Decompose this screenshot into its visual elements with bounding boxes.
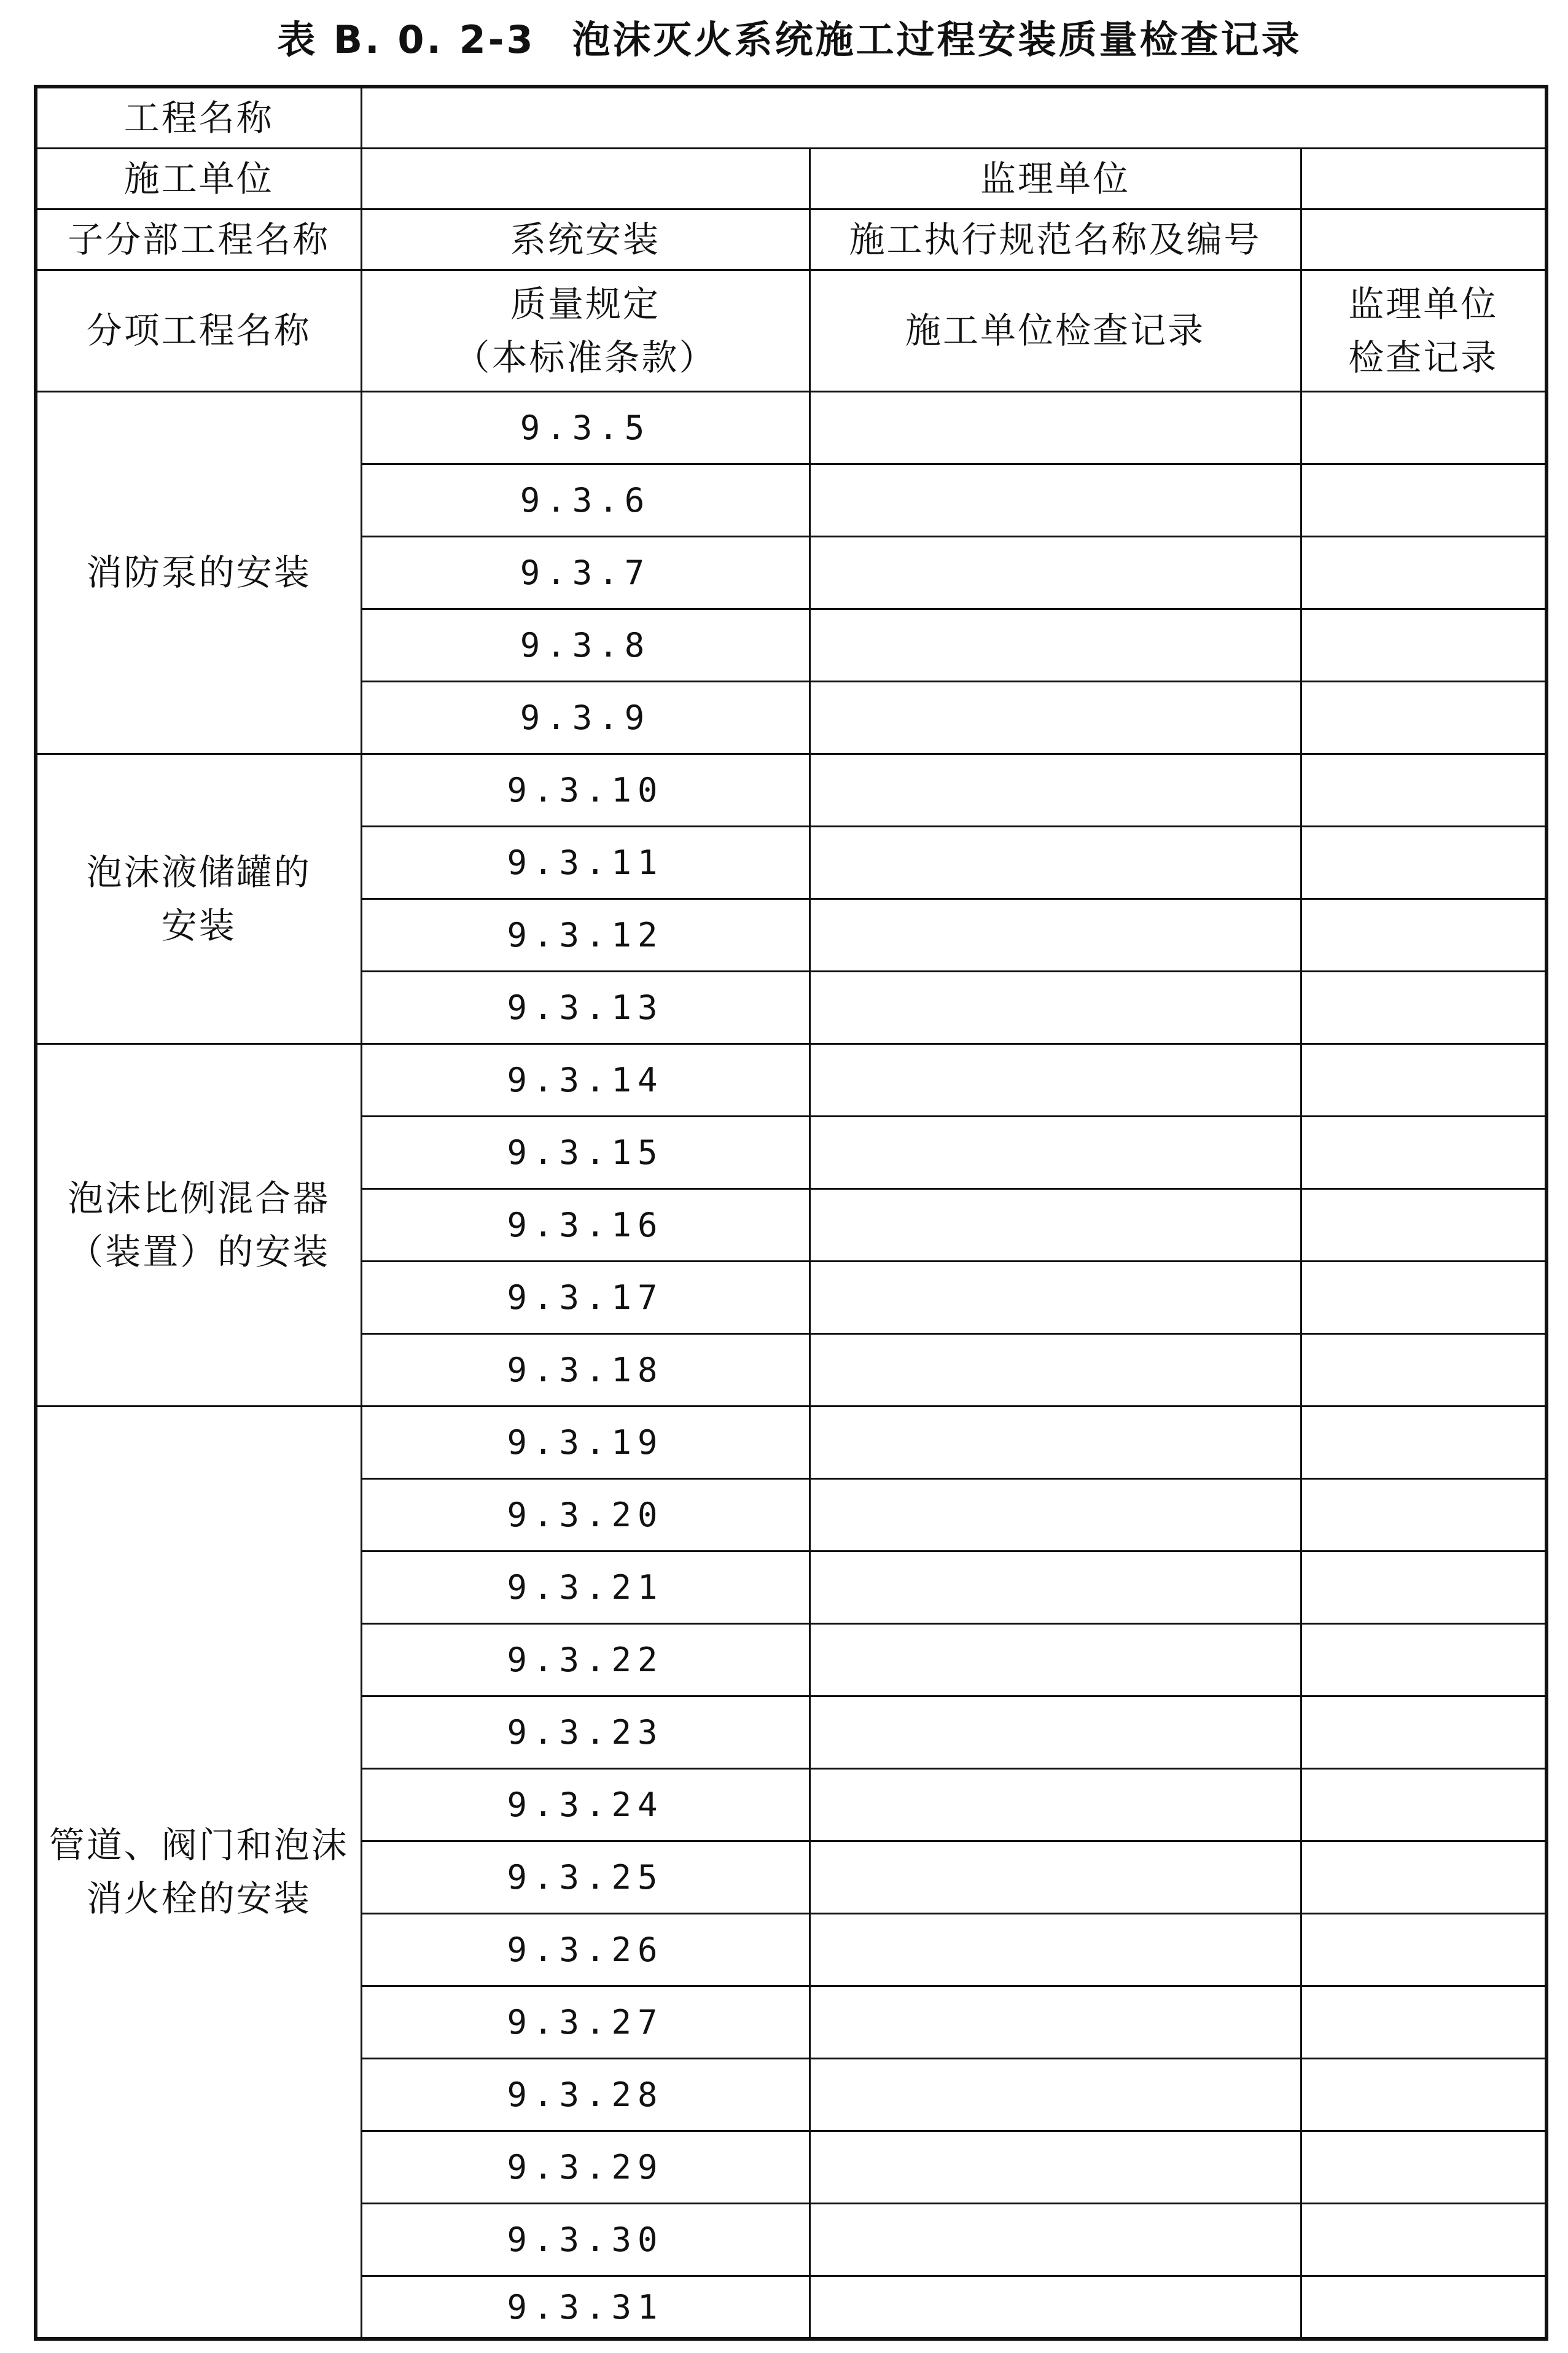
subdivision-row — [36, 209, 1547, 270]
clause-number: 9.3.22 — [361, 1624, 809, 1696]
item-name-line: 安装 — [161, 904, 236, 946]
supervision-check-cell[interactable] — [1301, 1551, 1547, 1624]
subdivision-value: 系统安装 — [361, 209, 809, 270]
project-name-row — [36, 87, 1547, 149]
supervision-check-cell[interactable] — [1301, 1262, 1547, 1334]
quality-rule-header-line-2: （本标准条款） — [454, 336, 717, 378]
project-name-value-cell[interactable] — [361, 87, 1547, 149]
construction-check-cell[interactable] — [809, 972, 1301, 1044]
supervision-check-cell[interactable] — [1301, 1407, 1547, 1479]
item-name-header: 分项工程名称 — [36, 270, 361, 392]
supervision-check-cell[interactable] — [1301, 1189, 1547, 1262]
supervision-check-cell[interactable] — [1301, 1914, 1547, 1986]
item-name-line: （装置）的安装 — [68, 1230, 330, 1273]
supervision-check-cell[interactable] — [1301, 1624, 1547, 1696]
table-row — [36, 754, 1547, 827]
item-name-line: 泡沫液储罐的 — [86, 851, 311, 893]
clause-number: 9.3.26 — [361, 1914, 809, 1986]
clause-number: 9.3.15 — [361, 1117, 809, 1189]
construction-check-cell[interactable] — [809, 1914, 1301, 1986]
construction-check-cell[interactable] — [809, 1769, 1301, 1841]
construction-check-cell[interactable] — [809, 1696, 1301, 1769]
item-name-line: 消火栓的安装 — [86, 1878, 311, 1919]
supervision-check-cell[interactable] — [1301, 1696, 1547, 1769]
clause-number: 9.3.21 — [361, 1551, 809, 1624]
construction-check-cell[interactable] — [809, 1407, 1301, 1479]
supervision-check-cell[interactable] — [1301, 1841, 1547, 1914]
clause-number: 9.3.23 — [361, 1696, 809, 1769]
clause-number: 9.3.27 — [361, 1986, 809, 2059]
table-row — [36, 1044, 1547, 1117]
supervision-check-cell[interactable] — [1301, 1769, 1547, 1841]
column-header-row — [36, 270, 1547, 392]
document-title — [0, 6, 1568, 74]
construction-check-cell[interactable] — [809, 1044, 1301, 1117]
clause-number: 9.3.25 — [361, 1841, 809, 1914]
clause-number: 9.3.7 — [361, 537, 809, 609]
construction-check-cell[interactable] — [809, 2276, 1301, 2339]
quality-rule-header — [361, 270, 809, 392]
clause-number: 9.3.14 — [361, 1044, 809, 1117]
item-name-cell — [36, 392, 361, 754]
supervision-check-cell[interactable] — [1301, 1479, 1547, 1551]
clause-number: 9.3.31 — [361, 2276, 809, 2339]
supervision-check-cell[interactable] — [1301, 2276, 1547, 2339]
item-name-line: 管道、阀门和泡沫 — [49, 1824, 349, 1866]
supervision-check-cell[interactable] — [1301, 537, 1547, 609]
clause-number: 9.3.8 — [361, 609, 809, 682]
clause-number: 9.3.10 — [361, 754, 809, 827]
construction-unit-value-cell[interactable] — [361, 149, 809, 209]
supervision-check-cell[interactable] — [1301, 392, 1547, 464]
construction-check-cell[interactable] — [809, 2059, 1301, 2131]
supervision-check-cell[interactable] — [1301, 1044, 1547, 1117]
supervision-check-cell[interactable] — [1301, 1117, 1547, 1189]
clause-number: 9.3.9 — [361, 682, 809, 754]
clause-number: 9.3.11 — [361, 827, 809, 899]
construction-check-cell[interactable] — [809, 827, 1301, 899]
construction-check-cell[interactable] — [809, 1117, 1301, 1189]
clause-number: 9.3.16 — [361, 1189, 809, 1262]
supervision-unit-label: 监理单位 — [809, 149, 1301, 209]
clause-number: 9.3.24 — [361, 1769, 809, 1841]
supervision-check-cell[interactable] — [1301, 2131, 1547, 2204]
supervision-unit-value-cell[interactable] — [1301, 149, 1547, 209]
supervision-check-cell[interactable] — [1301, 1986, 1547, 2059]
construction-check-cell[interactable] — [809, 1189, 1301, 1262]
supervision-check-cell[interactable] — [1301, 972, 1547, 1044]
construction-check-cell[interactable] — [809, 1986, 1301, 2059]
construction-check-cell[interactable] — [809, 464, 1301, 537]
clause-number: 9.3.28 — [361, 2059, 809, 2131]
construction-check-cell[interactable] — [809, 899, 1301, 972]
clause-number: 9.3.12 — [361, 899, 809, 972]
item-name-line: 消防泵的安装 — [86, 552, 311, 593]
clause-number: 9.3.6 — [361, 464, 809, 537]
construction-check-cell[interactable] — [809, 1479, 1301, 1551]
supervision-check-cell[interactable] — [1301, 1334, 1547, 1407]
clause-number: 9.3.19 — [361, 1407, 809, 1479]
clause-number: 9.3.18 — [361, 1334, 809, 1407]
clause-number: 9.3.13 — [361, 972, 809, 1044]
item-name-line: 泡沫比例混合器 — [68, 1177, 330, 1219]
construction-check-cell[interactable] — [809, 682, 1301, 754]
inspection-record-table — [34, 85, 1548, 2341]
supervision-check-header — [1301, 270, 1547, 392]
standard-label: 施工执行规范名称及编号 — [809, 209, 1301, 270]
supervision-check-cell[interactable] — [1301, 682, 1547, 754]
construction-check-cell[interactable] — [809, 1551, 1301, 1624]
quality-rule-header-line-1: 质量规定 — [510, 283, 660, 325]
construction-check-cell[interactable] — [809, 2131, 1301, 2204]
construction-check-cell[interactable] — [809, 1262, 1301, 1334]
subdivision-label: 子分部工程名称 — [36, 209, 361, 270]
construction-check-cell[interactable] — [809, 1841, 1301, 1914]
construction-unit-row — [36, 149, 1547, 209]
construction-check-cell[interactable] — [809, 1624, 1301, 1696]
construction-check-cell[interactable] — [809, 2204, 1301, 2276]
project-name-label: 工程名称 — [36, 87, 361, 149]
clause-number: 9.3.5 — [361, 392, 809, 464]
clause-number: 9.3.29 — [361, 2131, 809, 2204]
construction-check-cell[interactable] — [809, 754, 1301, 827]
table-title: 泡沫灭火系统施工过程安装质量检查记录 — [572, 17, 1302, 62]
clause-number: 9.3.17 — [361, 1262, 809, 1334]
construction-check-cell[interactable] — [809, 609, 1301, 682]
table-row — [36, 392, 1547, 464]
supervision-check-cell[interactable] — [1301, 609, 1547, 682]
supervision-check-cell[interactable] — [1301, 827, 1547, 899]
construction-check-cell[interactable] — [809, 537, 1301, 609]
construction-unit-label: 施工单位 — [36, 149, 361, 209]
construction-check-header: 施工单位检查记录 — [809, 270, 1301, 392]
supervision-check-cell[interactable] — [1301, 2204, 1547, 2276]
supervision-check-header-line-1: 监理单位 — [1348, 283, 1499, 325]
construction-check-cell[interactable] — [809, 1334, 1301, 1407]
clause-number: 9.3.30 — [361, 2204, 809, 2276]
supervision-check-header-line-2: 检查记录 — [1348, 336, 1499, 378]
clause-number: 9.3.20 — [361, 1479, 809, 1551]
item-name-cell — [36, 1407, 361, 2339]
table-row — [36, 1407, 1547, 1479]
table-number: 表 B. 0. 2-3 — [277, 17, 536, 62]
construction-check-cell[interactable] — [809, 392, 1301, 464]
item-name-cell — [36, 1044, 361, 1407]
supervision-check-cell[interactable] — [1301, 754, 1547, 827]
supervision-check-cell[interactable] — [1301, 464, 1547, 537]
supervision-check-cell[interactable] — [1301, 2059, 1547, 2131]
item-name-cell — [36, 754, 361, 1044]
supervision-check-cell[interactable] — [1301, 899, 1547, 972]
standard-value-cell[interactable] — [1301, 209, 1547, 270]
